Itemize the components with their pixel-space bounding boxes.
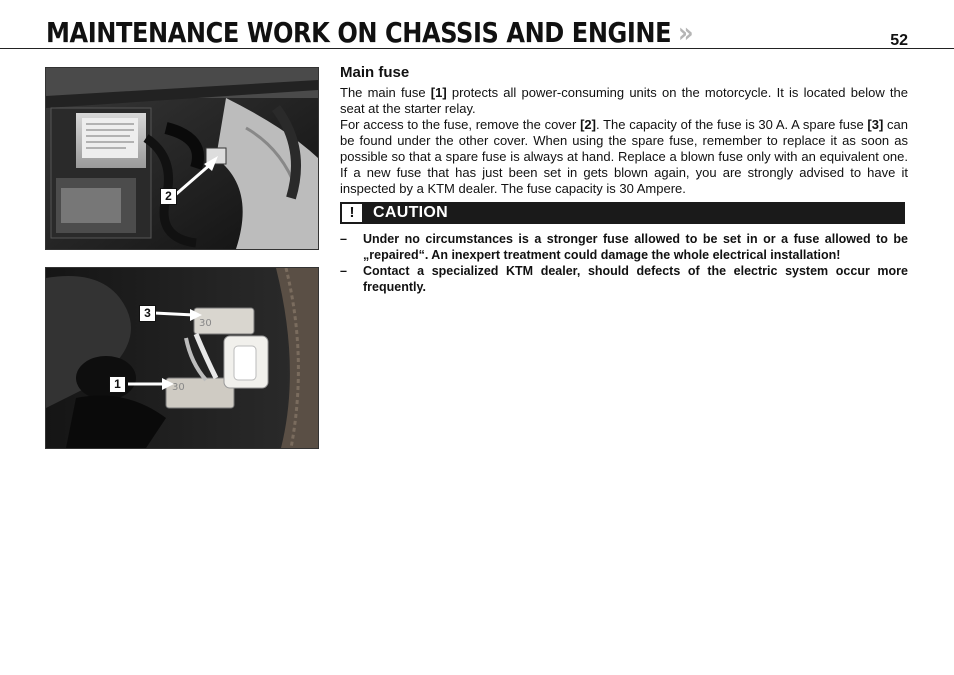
- warning-icon: !: [342, 204, 362, 222]
- callout-1: 1: [109, 376, 126, 393]
- page-header: [0, 0, 954, 49]
- fuse-holder-photo: [45, 267, 319, 449]
- caution-item: – Under no circumstances is a stronger fuse allowed to be set in or a fuse allowed to be „repaired“. An inexpert treatment could damage the whole electrical installation!: [340, 232, 908, 262]
- chevron-icon: »: [678, 16, 694, 49]
- caution-label: CAUTION: [373, 204, 448, 221]
- paragraph-fuse-access: For access to the fuse, remove the cover [2]. The capacity of the fuse is 30 A. A spare fuse [3] can be found under the other cover. When using the spare fuse, remember to replace it as soon as possible so that a spare fuse is always at hand. Replace a blown fuse only with an equivalent one. If a new fuse that has just been set in gets blown again, you are strongly advised to have it inspected by a KTM dealer. The fuse capacity is 30 Ampere.: [340, 117, 908, 196]
- caution-banner: [340, 202, 905, 224]
- main-fuse-section: [340, 64, 908, 197]
- caution-item: – Contact a specialized KTM dealer, should defects of the electric system occur more frequently.: [340, 264, 908, 294]
- page-number: 52: [890, 32, 908, 49]
- spare-fuse-rating-mark: 30: [199, 318, 212, 329]
- callout-2: 2: [160, 188, 177, 205]
- battery-area-photo: [45, 67, 319, 250]
- section-heading: Main fuse: [340, 64, 410, 81]
- callout-3: 3: [139, 305, 156, 322]
- main-fuse-rating-mark: 30: [172, 382, 185, 393]
- fuse-holder-illustration: [46, 268, 318, 448]
- caution-list: [340, 231, 908, 295]
- page-title: MAINTENANCE WORK ON CHASSIS AND ENGINE »: [46, 16, 694, 49]
- paragraph-main-fuse-location: The main fuse [1] protects all power-consuming units on the motorcycle. It is located below the seat at the starter relay.: [340, 85, 908, 116]
- battery-area-illustration: [46, 68, 318, 249]
